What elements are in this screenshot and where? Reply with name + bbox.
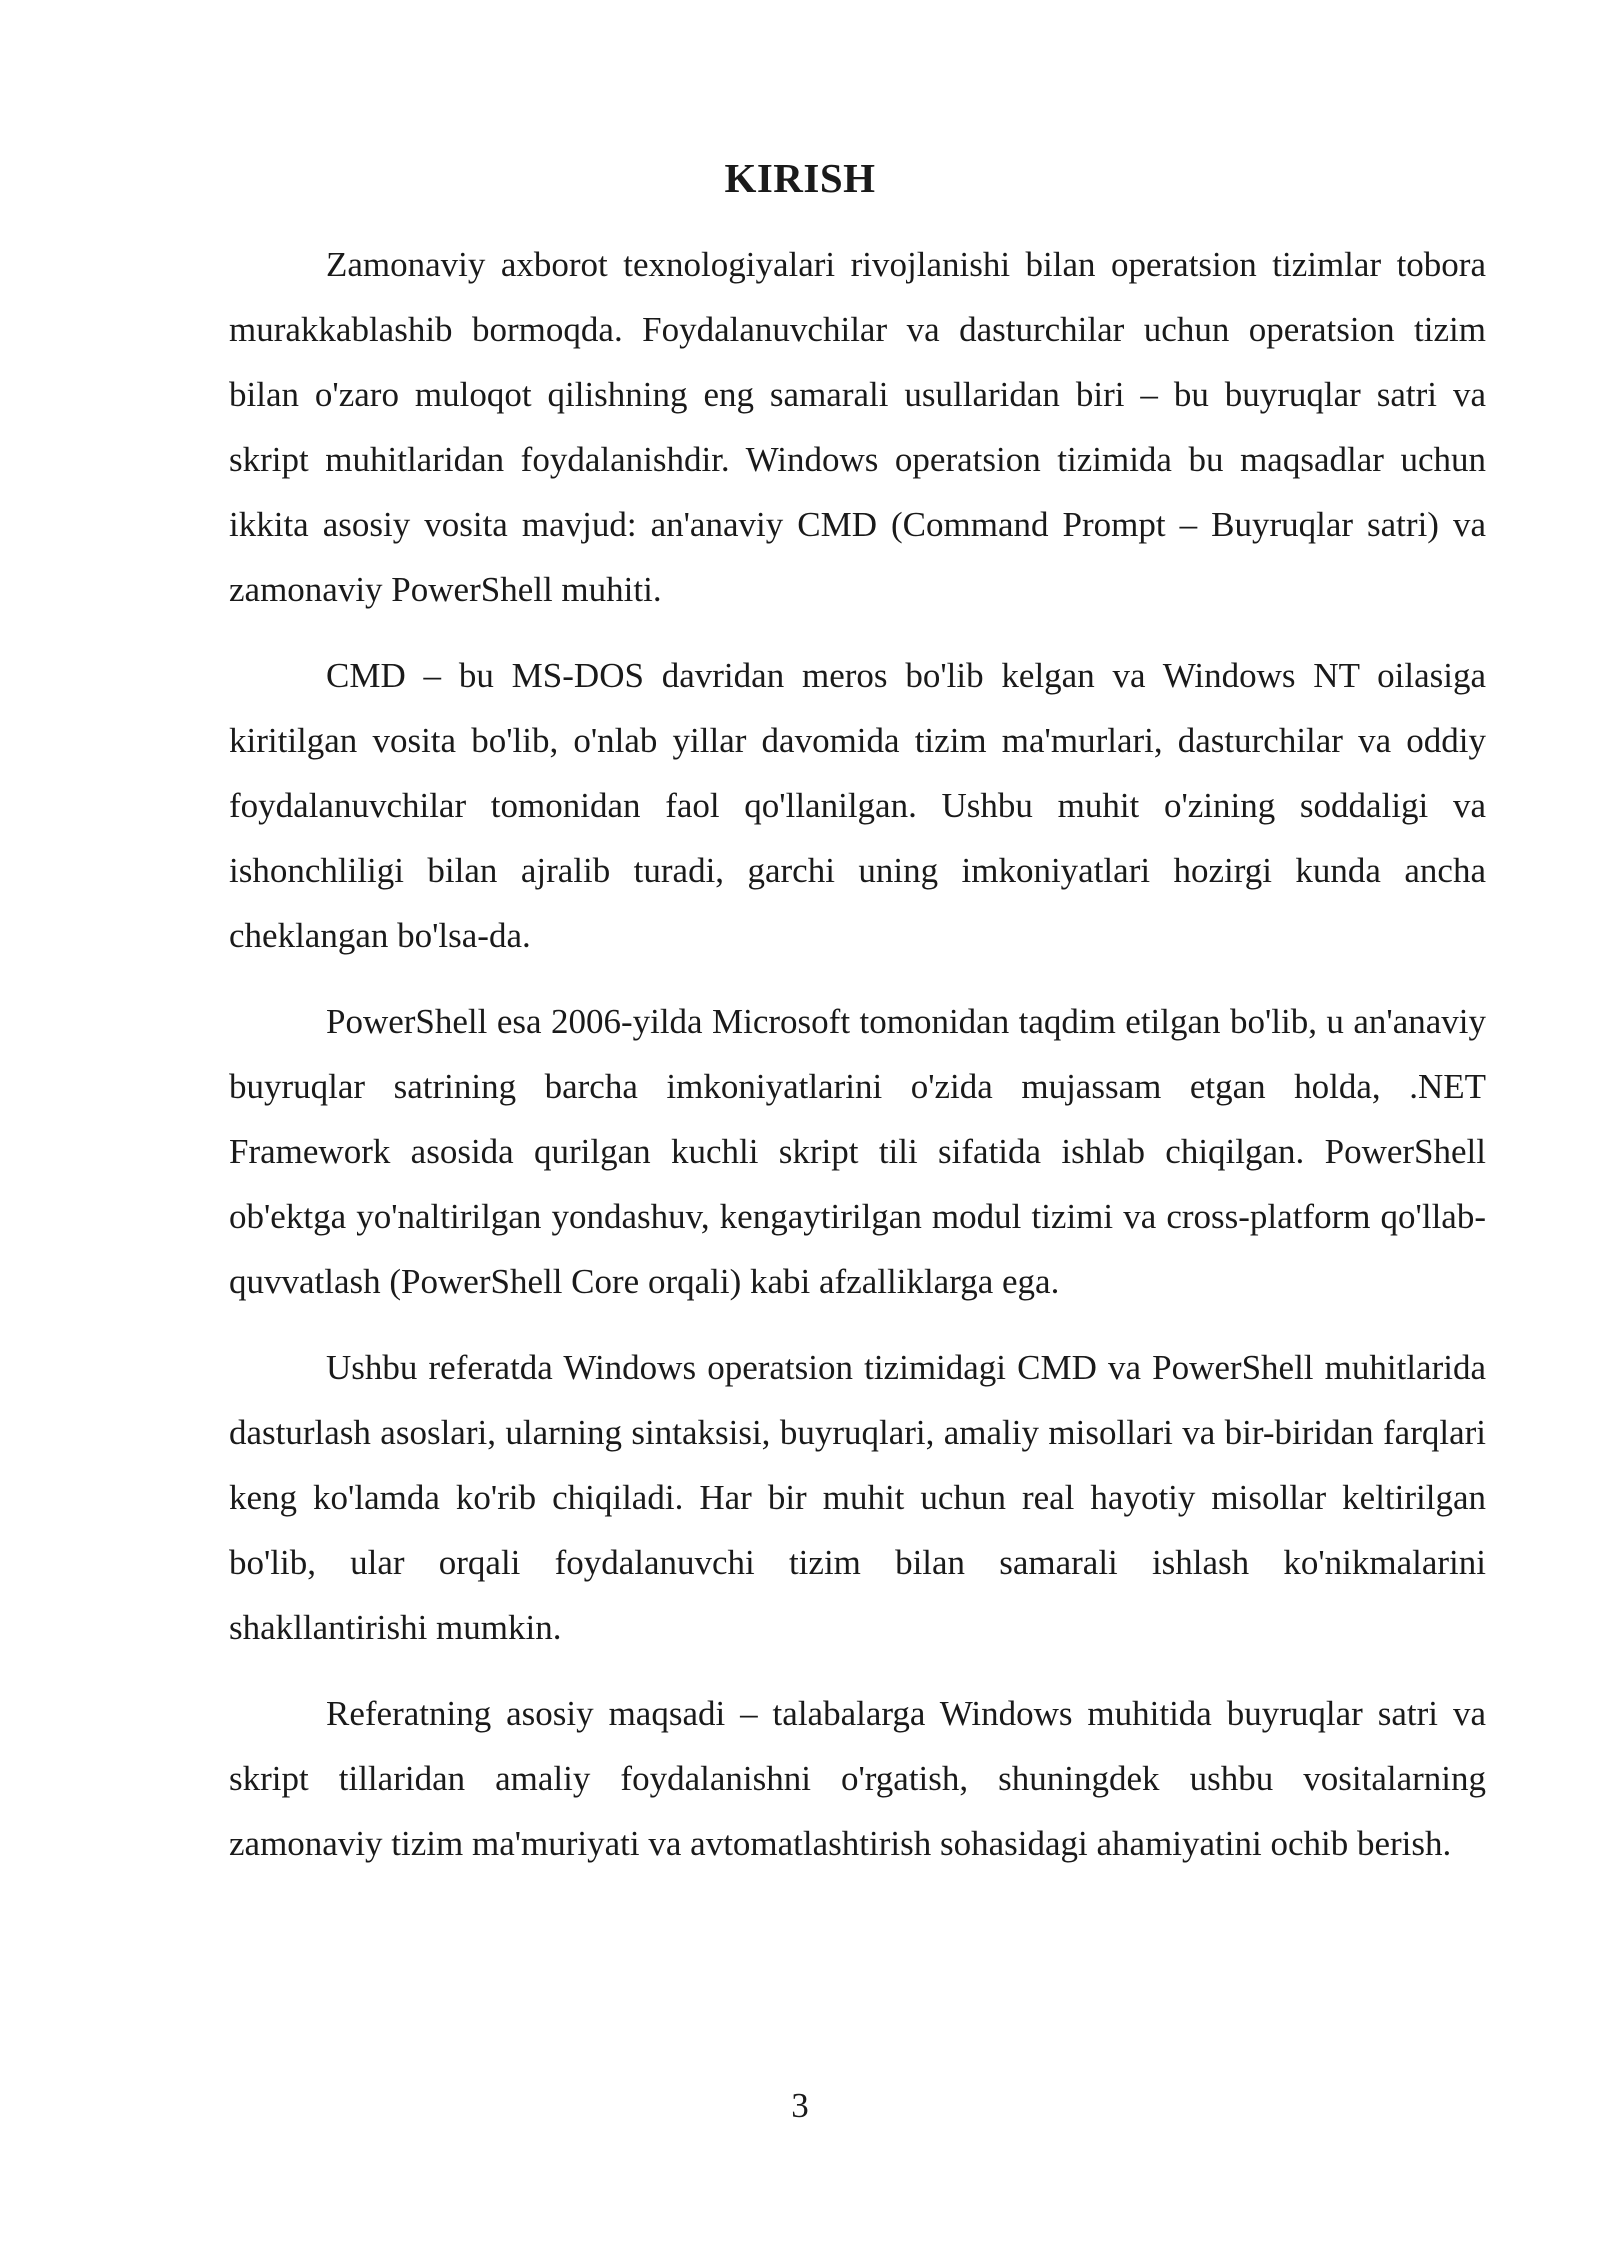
paragraph-goal: Referatning asosiy maqsadi – talabalarga Windows muhitida buyruqlar satri va skript tillaridan amaliy foydalanishni o'rgatish, shuningdek ushbu vositalarning zamonaviy tizim ma'muriyati va avtomatlashtirish sohasidagi ahamiyatini ochib berish. bbox=[229, 1694, 1486, 1863]
paragraph-powershell: PowerShell esa 2006-yilda Microsoft tomonidan taqdim etilgan bo'lib, u an'anaviy buyruqlar satrining barcha imkoniyatlarini o'zida mujassam etgan holda, .NET Framework asosida qurilgan kuchli skript tili sifatida ishlab chiqilgan. PowerShell ob'ektga yo'naltirilgan yondashuv, kengaytirilgan modul tizimi va cross-platform qo'llab-quvvatlash (PowerShell Core orqali) kabi afzalliklarga ega. bbox=[229, 1002, 1486, 1301]
paragraph-intro: Zamonaviy axborot texnologiyalari rivojlanishi bilan operatsion tizimlar tobora murakkablashib bormoqda. Foydalanuvchilar va dasturchilar uchun operatsion tizim bilan o'zaro muloqot qilishning eng samarali usullaridan biri – bu buyruqlar satri va skript muhitlaridan foydalanishdir. Windows operatsion tizimida bu maqsadlar uchun ikkita asosiy vosita mavjud: an'anaviy CMD (Command Prompt – Buyruqlar satri) va zamonaviy PowerShell muhiti. bbox=[229, 245, 1486, 609]
paragraph-referat-scope: Ushbu referatda Windows operatsion tizimidagi CMD va PowerShell muhitlarida dasturlash asoslari, ularning sintaksisi, buyruqlari, amaliy misollari va bir-biridan farqlari keng ko'lamda ko'rib chiqiladi. Har bir muhit uchun real hayotiy misollar keltirilgan bo'lib, ular orqali foydalanuvchi tizim bilan samarali ishlash ko'nikmalarini shakllantirishi mumkin. bbox=[229, 1348, 1486, 1647]
page-title: KIRISH bbox=[724, 155, 876, 201]
paragraph-cmd: CMD – bu MS-DOS davridan meros bo'lib kelgan va Windows NT oilasiga kiritilgan vosita bo'lib, o'nlab yillar davomida tizim ma'murlari, dasturchilar va oddiy foydalanuvchilar tomonidan faol qo'llanilgan. Ushbu muhit o'zining soddaligi va ishonchliligi bilan ajralib turadi, garchi uning imkoniyatlari hozirgi kunda ancha cheklangan bo'lsa-da. bbox=[229, 656, 1486, 955]
body-text bbox=[229, 232, 1486, 1897]
page-number: 3 bbox=[791, 2086, 809, 2125]
